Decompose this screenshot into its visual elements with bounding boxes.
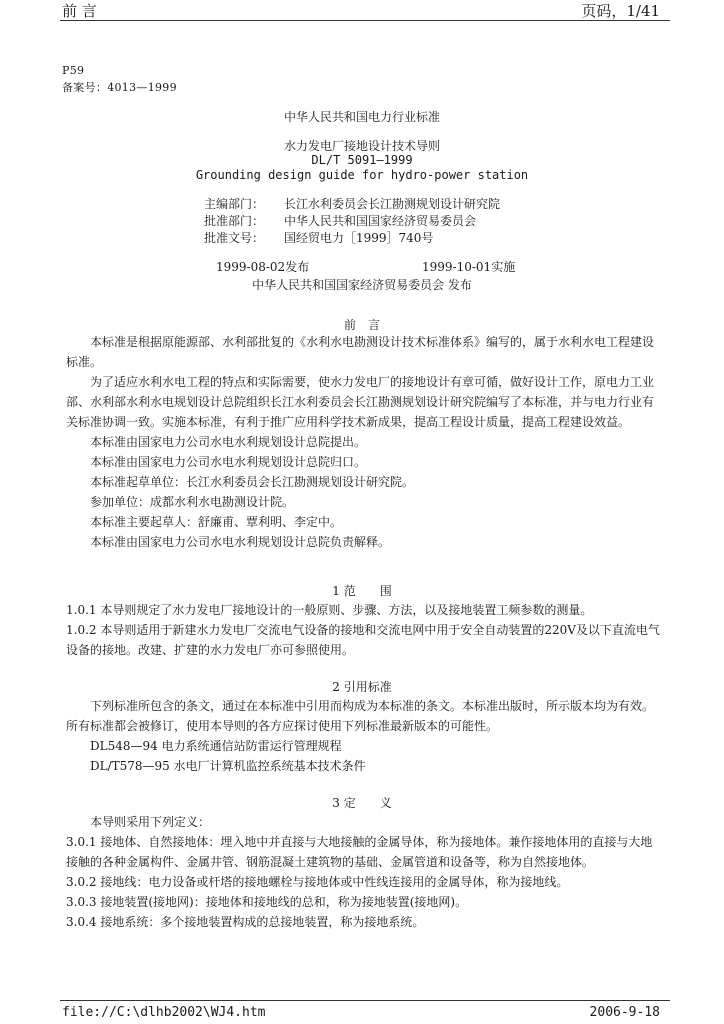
- reference-item: DL/T578—95 水电厂计算机监控系统基本技术条件: [90, 759, 366, 773]
- preface-paragraph: 本标准由国家电力公司水电水利规划设计总院提出。: [90, 435, 367, 449]
- meta-value: 国经贸电力［1999］740号: [284, 231, 434, 245]
- standard-number: DL/T 5091—1999: [311, 153, 413, 167]
- meta-key: 批准文号：: [204, 231, 265, 245]
- page-number: 页码，1/41: [581, 2, 660, 20]
- preface-paragraph: 为了适应水利水电工程的特点和实际需要，使水力发电厂的接地设计有章可循，做好设计工作，原电力工业部、水利部水利水电规划设计总院组织长江水利委员会长江勘测规划设计研究院编写了本标准，并与电力行业有关标准协调一致。实施本标准，有利于推广应用科学技术新成果，提高工程设计质量，提高工程建设效益。: [66, 375, 655, 429]
- org-title: 中华人民共和国电力行业标准: [283, 110, 440, 124]
- definition: 3.0.3 接地装置(接地网)：接地体和接地线的总和，称为接地装置(接地网)。: [66, 895, 468, 909]
- section-3-intro: 本导则采用下列定义：: [90, 815, 211, 829]
- reference-item: DL548—94 电力系统通信站防雷运行管理规程: [90, 739, 342, 753]
- meta-row: [204, 230, 500, 247]
- section-3-heading: 3 定 义: [332, 796, 392, 810]
- file-path-link[interactable]: file://C:\dlhb2002\WJ4.htm: [62, 1005, 266, 1020]
- doc-title-cn: 水力发电厂接地设计技术导则: [283, 139, 440, 153]
- preface-paragraph: 本标准由国家电力公司水电水利规划设计总院归口。: [90, 455, 367, 469]
- clause: 1.0.1 本导则规定了水力发电厂接地设计的一般原则、步骤、方法，以及接地装置工频参数的测量。: [66, 603, 593, 617]
- clause: 1.0.2 本导则适用于新建水力发电厂交流电气设备的接地和交流电网中用于安全自动装置的220V及以下直流电气设备的接地。改建、扩建的水力发电厂亦可参照使用。: [66, 623, 660, 657]
- implement-date: 1999-10-01实施: [422, 260, 516, 274]
- preface-paragraph: 本标准起草单位：长江水利委员会长江勘测规划设计研究院。: [90, 475, 415, 489]
- meta-value: 中华人民共和国国家经济贸易委员会: [284, 214, 477, 228]
- section-1-heading: 1 范 围: [332, 584, 392, 598]
- record-number: 备案号：4013—1999: [62, 81, 177, 94]
- print-date: 2006-9-18: [589, 1005, 660, 1020]
- section-2-body: [66, 696, 660, 776]
- doc-meta-block: [204, 196, 500, 247]
- preface-heading: 前 言: [343, 318, 380, 332]
- meta-row: [204, 213, 500, 230]
- doc-code: P59: [62, 64, 85, 77]
- header-title: 前 言: [62, 2, 97, 20]
- doc-title-en: Grounding design guide for hydro-power station: [195, 168, 529, 182]
- publisher: 中华人民共和国国家经济贸易委员会 发布: [252, 278, 472, 292]
- preface-paragraph: 参加单位：成都水利水电勘测设计院。: [90, 495, 295, 509]
- preface-paragraph: 本标准主要起草人：舒廉甫、覃利明、李定中。: [90, 515, 343, 529]
- footer-rule: [60, 1000, 670, 1001]
- meta-value: 长江水利委员会长江勘测规划设计研究院: [284, 197, 501, 211]
- section-1-body: [66, 600, 660, 660]
- meta-key: 批准部门：: [204, 214, 265, 228]
- header-rule: [60, 20, 670, 21]
- meta-key: 主编部门：: [204, 197, 265, 211]
- section-2-heading: 2 引用标准: [332, 680, 392, 694]
- definition: 3.0.1 接地体、自然接地体：埋入地中并直接与大地接触的金属导体，称为接地体。兼作接地体用的直接与大地接触的各种金属构件、金属井管、钢筋混凝土建筑物的基础、金属管道和设备等，称为自然接地体。: [66, 835, 653, 869]
- release-date: 1999-08-02发布: [216, 260, 310, 274]
- preface-body: [66, 332, 660, 552]
- section-2-intro: 下列标准所包含的条文，通过在本标准中引用而构成为本标准的条文。本标准出版时，所示版本均为有效。所有标准都会被修订，使用本导则的各方应探讨使用下列标准最新版本的可能性。: [66, 699, 655, 733]
- definition: 3.0.4 接地系统：多个接地装置构成的总接地装置，称为接地系统。: [66, 915, 425, 929]
- preface-paragraph: 本标准由国家电力公司水电水利规划设计总院负责解释。: [90, 535, 391, 549]
- preface-paragraph: 本标准是根据原能源部、水利部批复的《水利水电勘测设计技术标准体系》编写的，属于水利水电工程建设标准。: [66, 335, 655, 369]
- section-3-body: [66, 812, 660, 932]
- definition: 3.0.2 接地线：电力设备或杆塔的接地螺栓与接地体或中性线连接用的金属导体，称为接地线。: [66, 875, 569, 889]
- meta-row: [204, 196, 500, 213]
